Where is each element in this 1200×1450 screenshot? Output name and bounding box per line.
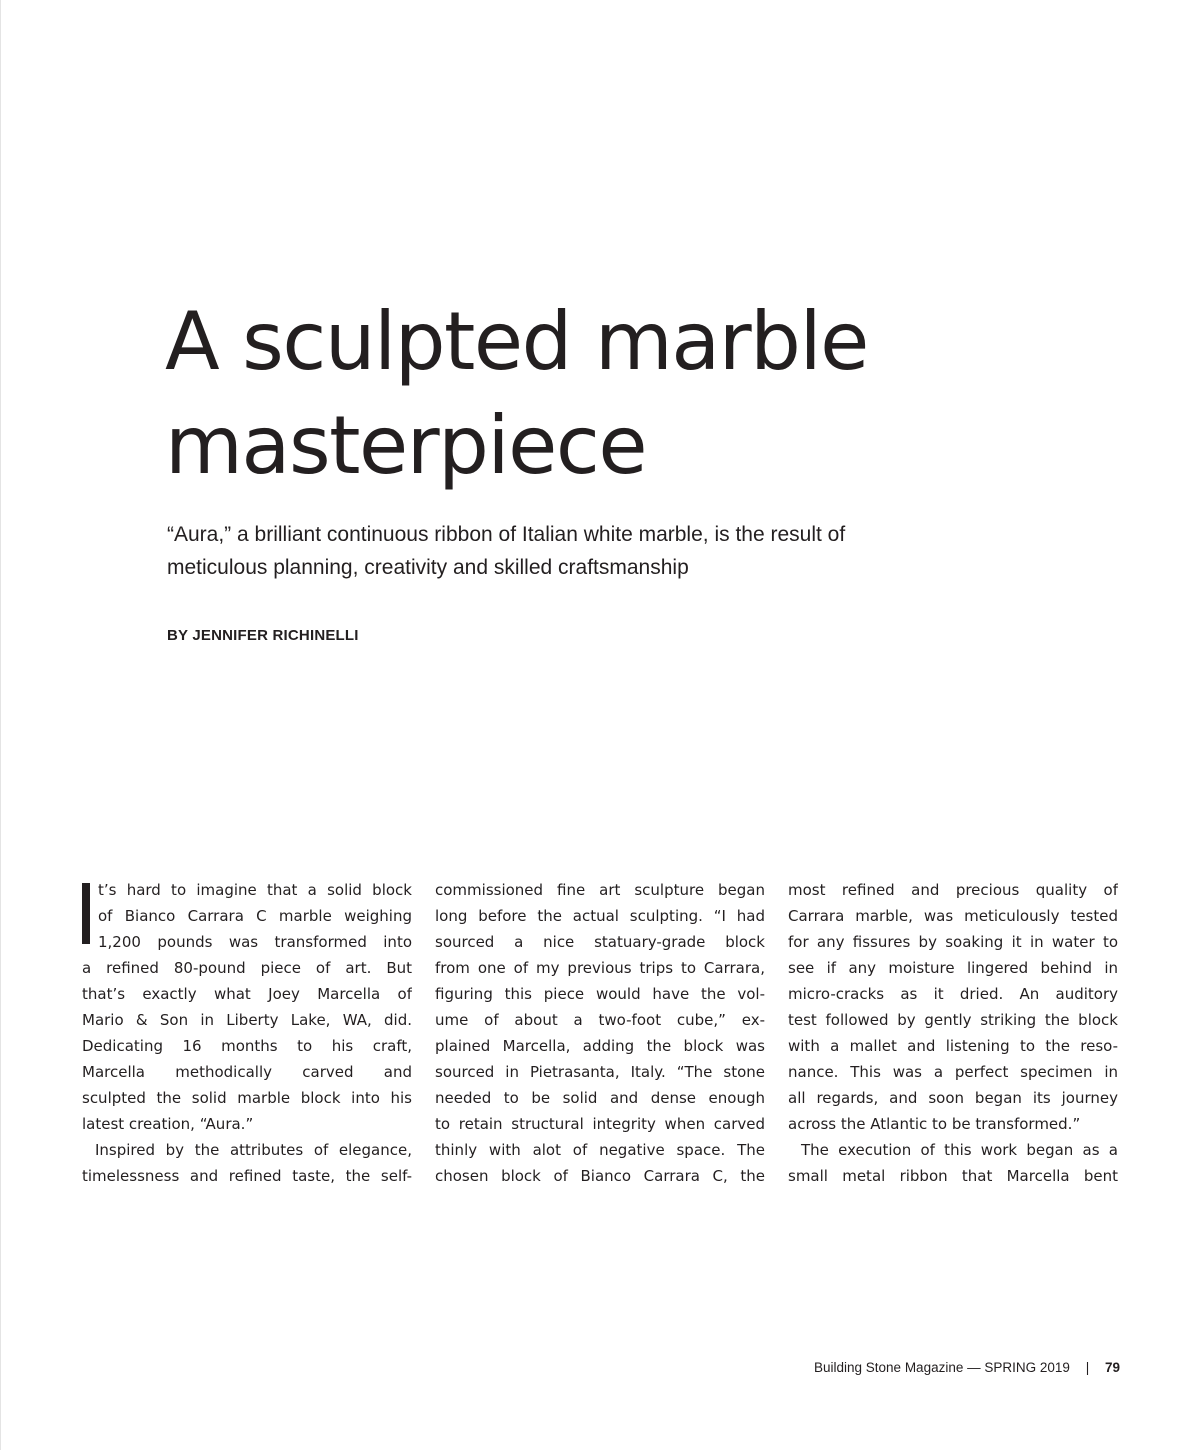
issue-label: SPRING 2019 [984,1360,1070,1375]
body-line: to retain structural integrity when carved [435,1115,765,1133]
title-line: A sculpted marble [165,295,868,388]
body-line: most refined and precious quality of [788,881,1118,899]
body-line: latest creation, “Aura.” [82,1115,254,1133]
body-line: chosen block of Bianco Carrara C, the [435,1167,765,1185]
body-line: all regards, and soon began its journey [788,1089,1118,1107]
body-line: plained Marcella, adding the block was [435,1037,765,1055]
body-line: figuring this piece would have the vol- [435,985,765,1003]
body-line: long before the actual sculpting. “I had [435,907,765,925]
body-line: that’s exactly what Joey Marcella of [82,985,412,1003]
body-line: sourced in Pietrasanta, Italy. “The stone [435,1063,765,1081]
body-line: see if any moisture lingered behind in [788,959,1118,977]
body-line: small metal ribbon that Marcella bent [788,1167,1118,1185]
body-line: Inspired by the attributes of elegance, [95,1141,412,1159]
subtitle-line: “Aura,” a brilliant continuous ribbon of Italian white marble, is the result of [167,523,846,546]
text-column-2 [435,877,765,1189]
body-line: Dedicating 16 months to his craft, [82,1037,412,1055]
body-line: ume of about a two-foot cube,” ex- [435,1011,765,1029]
footer-separator: | [1085,1360,1090,1375]
body-line: t’s hard to imagine that a solid block [98,881,412,899]
body-line: thinly with alot of negative space. The [435,1141,765,1159]
body-line: a refined 80-pound piece of art. But [82,959,412,977]
body-line: Marcella methodically carved and [82,1063,412,1081]
text-column-3 [788,877,1118,1189]
body-line: sourced a nice statuary-grade block [435,933,765,951]
body-line: 1,200 pounds was transformed into [98,933,412,951]
body-line: Mario & Son in Liberty Lake, WA, did. [82,1011,412,1029]
byline: BY JENNIFER RICHINELLI [167,627,359,644]
page-number: 79 [1104,1360,1120,1375]
article-subtitle [167,518,1067,584]
title-line: masterpiece [165,399,647,492]
body-line: with a mallet and listening to the reso- [788,1037,1118,1055]
body-line: timelessness and refined taste, the self- [82,1167,412,1185]
body-line: sculpted the solid marble block into his [82,1089,412,1107]
body-line: Carrara marble, was meticulously tested [788,907,1118,925]
body-line: across the Atlantic to be transformed.” [788,1115,1081,1133]
article-title [165,290,1125,498]
body-line: of Bianco Carrara C marble weighing [98,907,412,925]
body-line: micro-cracks as it dried. An auditory [788,985,1118,1003]
body-line: needed to be solid and dense enough [435,1089,765,1107]
body-line: from one of my previous trips to Carrara, [435,959,765,977]
page-footer [814,1360,1120,1375]
body-line: nance. This was a perfect specimen in [788,1063,1118,1081]
publication-name: Building Stone Magazine — [814,1360,981,1375]
body-line: The execution of this work began as a [801,1141,1118,1159]
subtitle-line: meticulous planning, creativity and skilled craftsmanship [167,556,689,579]
body-line: commissioned fine art sculpture began [435,881,765,899]
body-line: for any fissures by soaking it in water to [788,933,1118,951]
page-edge [0,0,1,1450]
body-line: test followed by gently striking the block [788,1011,1118,1029]
drop-cap-i [82,883,90,944]
text-column-1 [82,877,412,1189]
